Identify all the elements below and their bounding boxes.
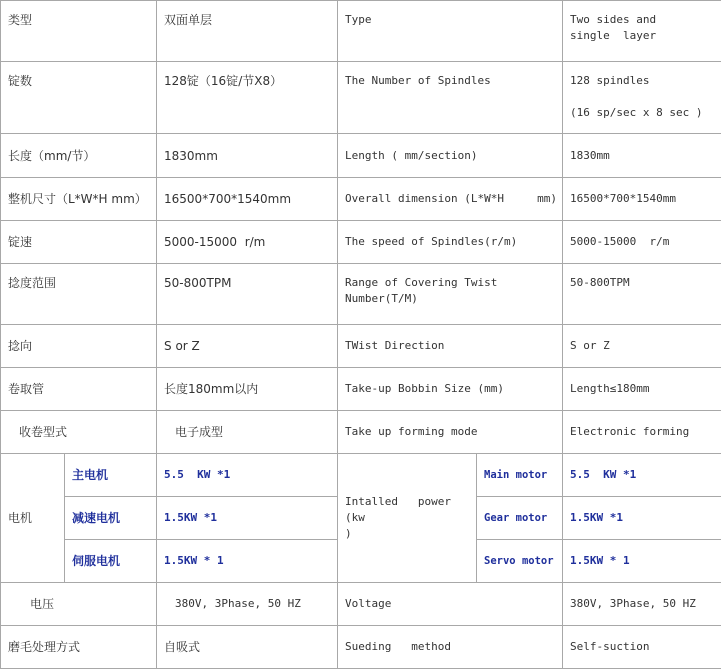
row-sueding — [1, 626, 721, 669]
label-en: The Number of Spindles — [338, 62, 563, 134]
value-en: Two sides and single layer — [563, 1, 721, 62]
value-en: 128 spindles (16 sp/sec x 8 sec ) — [563, 62, 721, 134]
label-zh: 锭数 — [1, 62, 157, 134]
value-en: Electronic forming — [563, 411, 721, 454]
row-type — [1, 1, 721, 62]
motor-gear-en: Gear motor — [477, 497, 563, 540]
label-en: Take-up Bobbin Size (mm) — [338, 368, 563, 411]
motor-gear-value-en: 1.5KW *1 — [563, 497, 721, 540]
label-zh: 长度（mm/节） — [1, 134, 157, 178]
label-en: The speed of Spindles(r/m) — [338, 221, 563, 264]
value-zh: 自吸式 — [157, 626, 338, 669]
label-en-motor: Intalled power (kw ) — [338, 454, 477, 583]
row-motor-main — [1, 454, 721, 497]
motor-gear-zh: 减速电机 — [65, 497, 157, 540]
motor-servo-value-en: 1.5KW * 1 — [563, 540, 721, 583]
value-zh: 长度180mm以内 — [157, 368, 338, 411]
label-en: Range of Covering Twist Number(T/M) — [338, 264, 563, 325]
label-en: Sueding method — [338, 626, 563, 669]
label-zh: 收卷型式 — [1, 411, 157, 454]
motor-servo-en: Servo motor — [477, 540, 563, 583]
value-zh: 16500*700*1540mm — [157, 178, 338, 221]
label-zh: 电压 — [1, 583, 157, 626]
motor-main-value: 5.5 KW *1 — [157, 454, 338, 497]
label-zh: 磨毛处理方式 — [1, 626, 157, 669]
row-twist-range — [1, 264, 721, 325]
row-voltage — [1, 583, 721, 626]
label-en: Voltage — [338, 583, 563, 626]
label-zh: 锭速 — [1, 221, 157, 264]
motor-gear-value: 1.5KW *1 — [157, 497, 338, 540]
label-en: Type — [338, 1, 563, 62]
value-en: 5000-15000 r/m — [563, 221, 721, 264]
row-length — [1, 134, 721, 178]
value-zh: 380V, 3Phase, 50 HZ — [157, 583, 338, 626]
value-en: S or Z — [563, 325, 721, 368]
value-zh: S or Z — [157, 325, 338, 368]
label-zh: 类型 — [1, 1, 157, 62]
row-dimension — [1, 178, 721, 221]
label-en: Length ( mm/section) — [338, 134, 563, 178]
row-forming — [1, 411, 721, 454]
row-twist-direction — [1, 325, 721, 368]
value-en: 380V, 3Phase, 50 HZ — [563, 583, 721, 626]
label-en: TWist Direction — [338, 325, 563, 368]
motor-main-zh: 主电机 — [65, 454, 157, 497]
row-bobbin — [1, 368, 721, 411]
value-en: Length≤180mm — [563, 368, 721, 411]
value-en: Self-suction — [563, 626, 721, 669]
label-zh-motor: 电机 — [1, 454, 65, 583]
label-zh: 整机尺寸（L*W*H mm） — [1, 178, 157, 221]
label-zh: 卷取管 — [1, 368, 157, 411]
motor-main-value-en: 5.5 KW *1 — [563, 454, 721, 497]
label-en: Take up forming mode — [338, 411, 563, 454]
motor-main-en: Main motor — [477, 454, 563, 497]
value-en: 50-800TPM — [563, 264, 721, 325]
value-zh: 128锭（16锭/节X8） — [157, 62, 338, 134]
label-zh: 捻向 — [1, 325, 157, 368]
motor-servo-value: 1.5KW * 1 — [157, 540, 338, 583]
label-en: Overall dimension (L*W*H mm) — [338, 178, 563, 221]
label-zh: 捻度范围 — [1, 264, 157, 325]
row-spindles — [1, 62, 721, 134]
value-zh: 50-800TPM — [157, 264, 338, 325]
value-en: 16500*700*1540mm — [563, 178, 721, 221]
value-zh: 电子成型 — [157, 411, 338, 454]
value-en: 1830mm — [563, 134, 721, 178]
value-zh: 5000-15000 r/m — [157, 221, 338, 264]
motor-servo-zh: 伺服电机 — [65, 540, 157, 583]
value-zh: 双面单层 — [157, 1, 338, 62]
value-zh: 1830mm — [157, 134, 338, 178]
row-speed — [1, 221, 721, 264]
